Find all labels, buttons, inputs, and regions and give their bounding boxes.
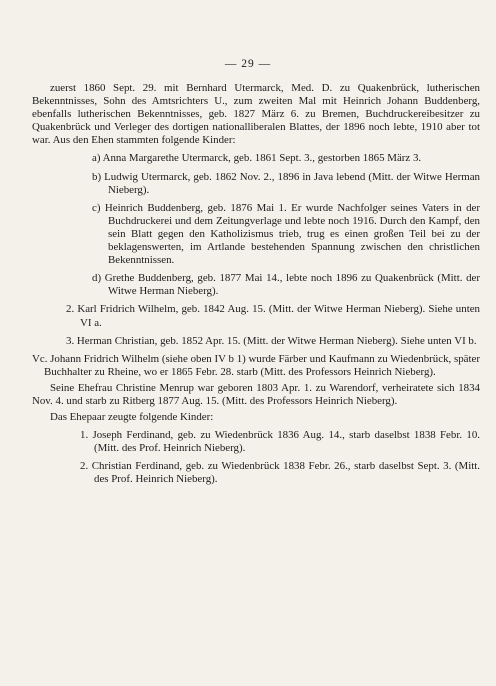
page-number: — 29 — xyxy=(224,58,272,70)
child-entry-joseph: 1. Joseph Ferdinand, geb. zu Wiedenbrück 1836 Aug. 14., starb daselbst 1838 Febr. 10. (Mitt. des Prof. Heinrich Nieberg). xyxy=(80,429,480,455)
paragraph-spouse: Seine Ehefrau Christine Menrup war geboren 1803 Apr. 1. zu Warendorf, verheiratete sich 1834 Nov. 4. und starb zu Ritberg 1877 Aug. 15. (Mitt. des Professors Heinrich Nieberg). xyxy=(32,381,480,407)
page-body xyxy=(32,82,480,487)
child-entry-a: a) Anna Margarethe Utermarck, geb. 1861 Sept. 3., gestorben 1865 März 3. xyxy=(92,152,422,165)
paragraph-marriages: zuerst 1860 Sept. 29. mit Bernhard Utermarck, Med. D. zu Quakenbrück, lutherischen Bekenntnisses, Sohn des Amtsrichters U., zum zweiten Mal mit Heinrich Johann Buddenberg, ebenfalls lutherischen Bekenntnisses, geb. 1827 März 6. zu Bremen, Buchdruckereibesitzer zu Quakenbrück und Verleger des dortigen nationalliberalen Blattes, der 1896 noch lebte, 1910 aber tot war. Aus den Ehen stammten folgende Kinder: xyxy=(32,82,480,147)
child-entry-c: c) Heinrich Buddenberg, geb. 1876 Mai 1. Er wurde Nachfolger seines Vaters in der Buchdruckerei und dem Zeitungverlage und lebte noch 1916. Durch den Kampf, den sein Blatt gegen den Katholizismus trieb, trug es einen großen Teil bei zu der beklagenswerten, im Artlande bestehenden Spannung zwischen den christlichen Bekenntnissen. xyxy=(92,201,480,267)
child-entry-2: 2. Karl Fridrich Wilhelm, geb. 1842 Aug. 15. (Mitt. der Witwe Herman Nieberg). Siehe unten VI a. xyxy=(66,303,480,329)
child-entry-3: 3. Herman Christian, geb. 1852 Apr. 15. (Mitt. der Witwe Herman Nieberg). Siehe unten VI b. xyxy=(66,334,477,347)
child-entry-b: b) Ludwig Utermarck, geb. 1862 Nov. 2., 1896 in Java lebend (Mitt. der Witwe Herman Nieberg). xyxy=(92,170,480,196)
child-entry-christian: 2. Christian Ferdinand, geb. zu Wiedenbrück 1838 Febr. 26., starb daselbst Sept. 3. (Mitt. des Prof. Heinrich Nieberg). xyxy=(80,460,480,486)
paragraph-children-intro: Das Ehepaar zeugte folgende Kinder: xyxy=(50,411,214,424)
section-heading-vc: Vc. Johann Fridrich Wilhelm (siehe oben IV b 1) wurde Färber und Kaufmann zu Wiedenbrück, später Buchhalter zu Rheine, wo er 1865 Febr. 28. starb (Mitt. des Professors Heinrich Nieberg). xyxy=(32,352,480,378)
child-entry-d: d) Grethe Buddenberg, geb. 1877 Mai 14., lebte noch 1896 zu Quakenbrück (Mitt. der Witwe Herman Nieberg). xyxy=(92,272,480,298)
